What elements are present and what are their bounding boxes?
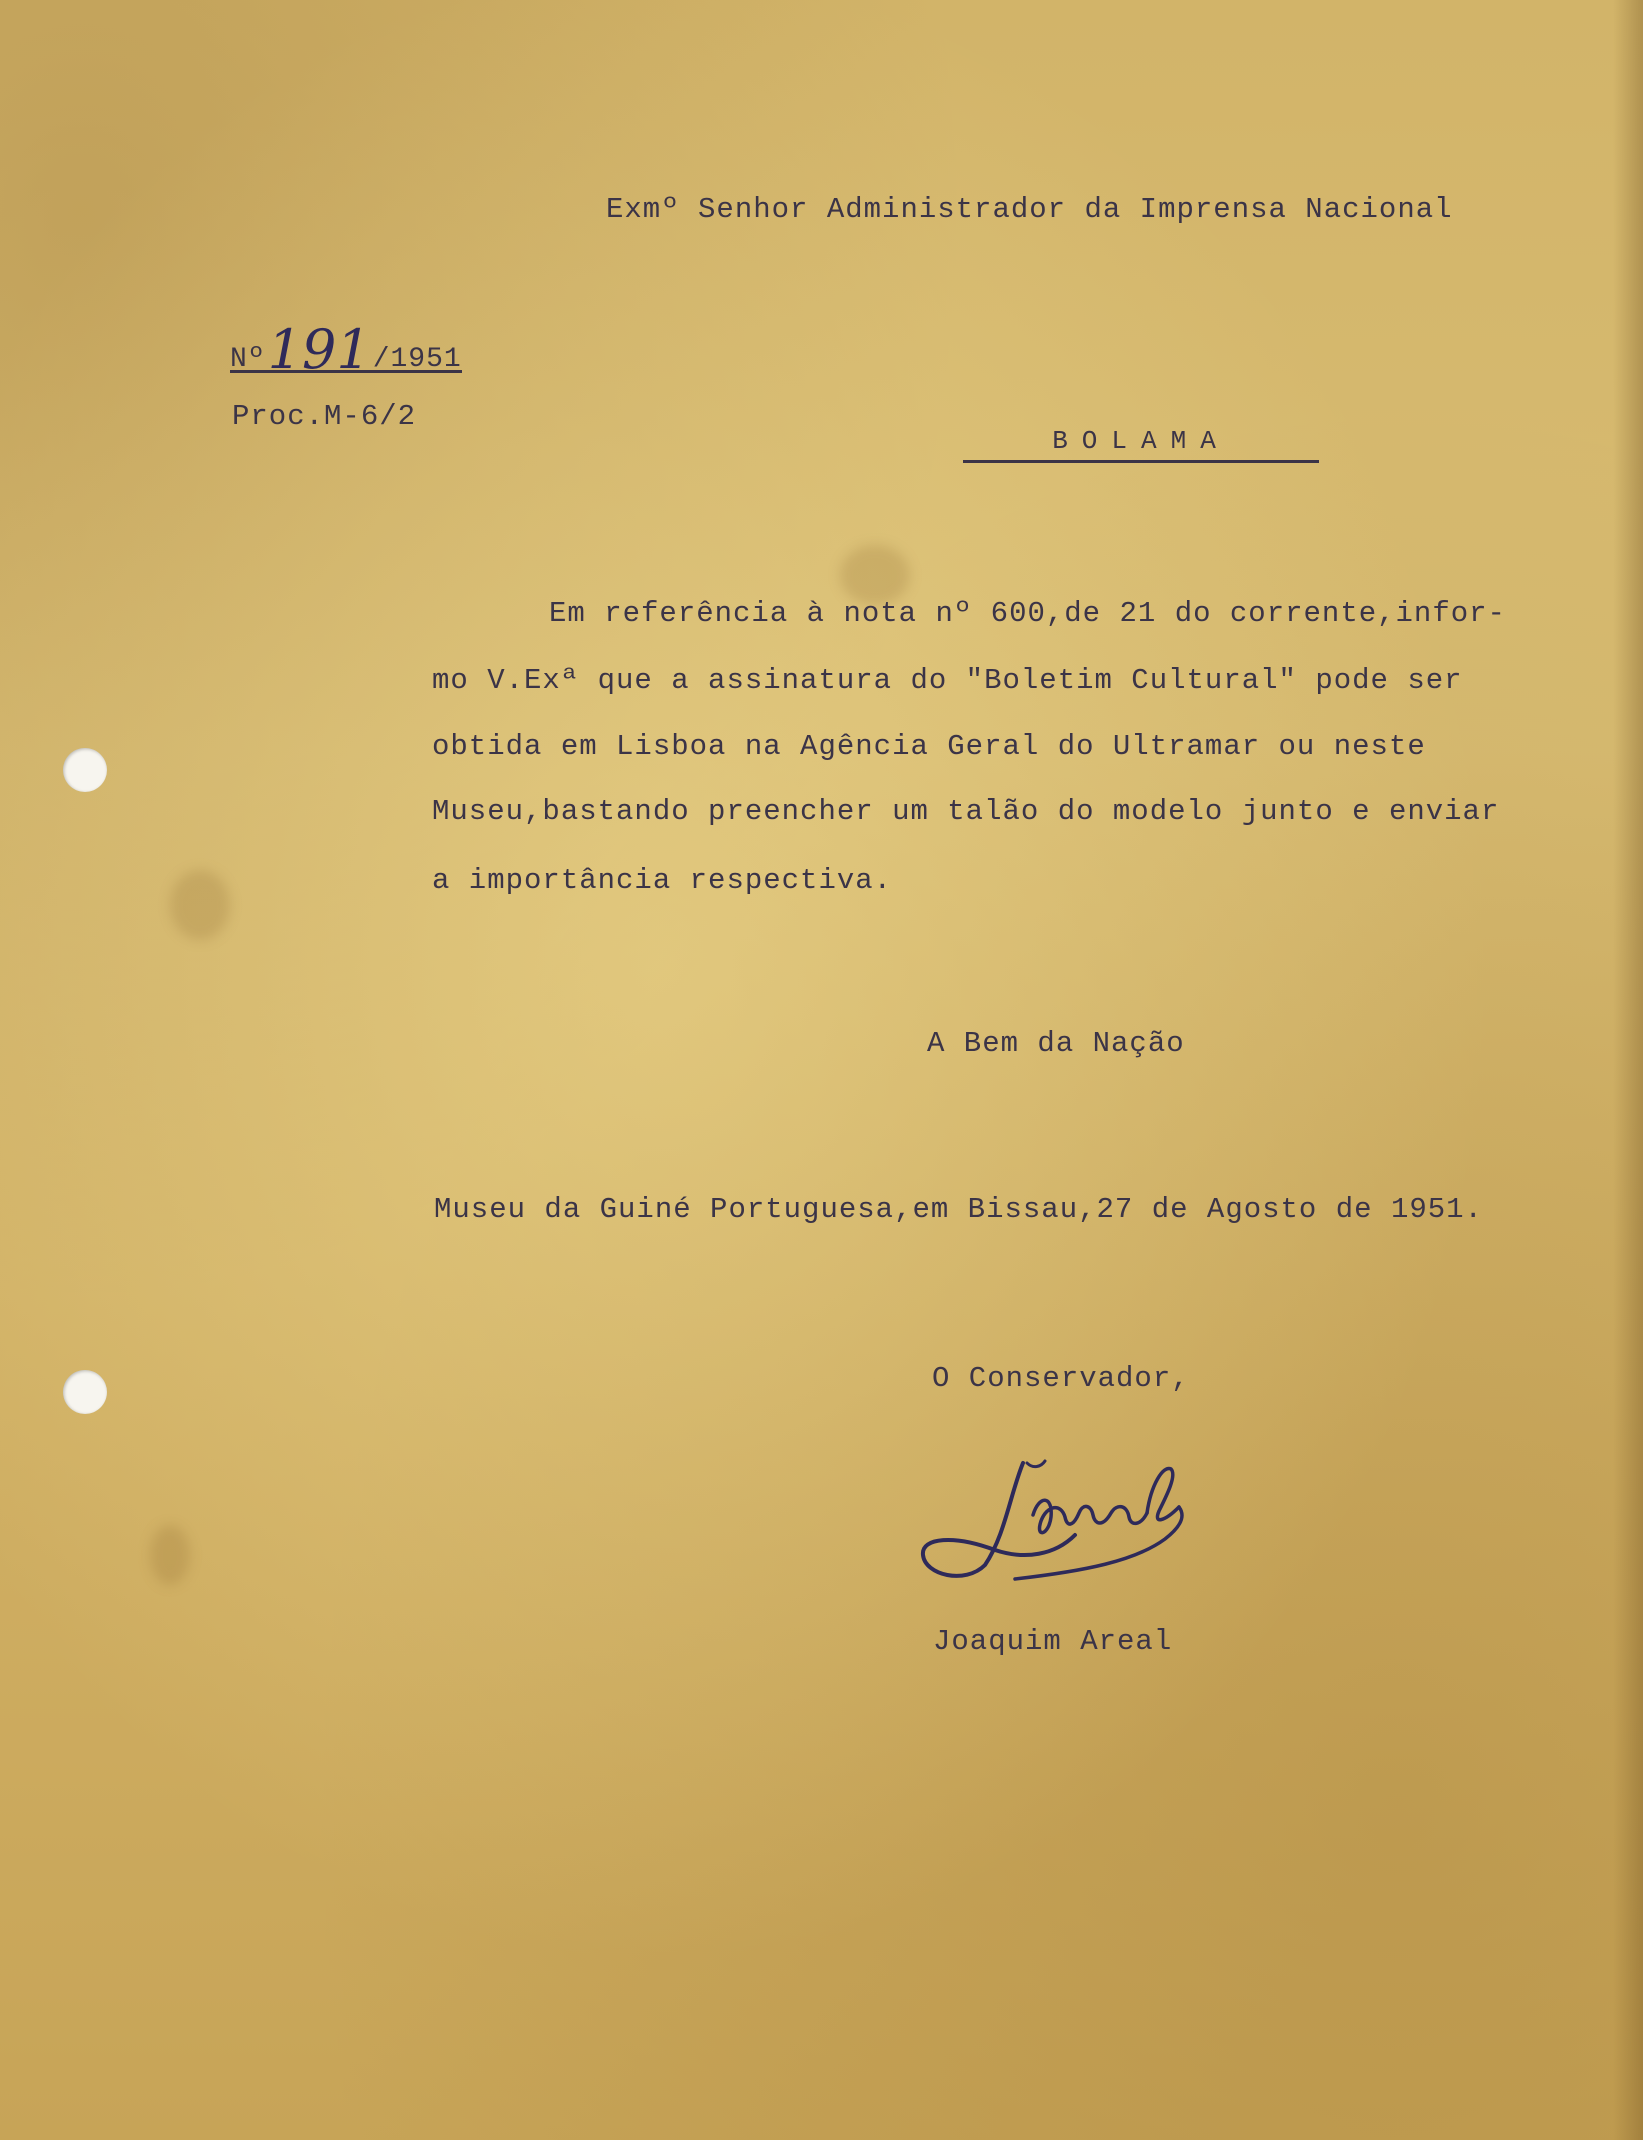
signer-title: O Conservador,: [932, 1362, 1190, 1395]
signer-name: Joaquim Areal: [933, 1625, 1173, 1658]
reference-year: /1951: [372, 344, 462, 375]
body-line: mo V.Exª que a assinatura do "Boletim Cultural" pode ser: [432, 664, 1463, 697]
body-line: Museu,bastando preencher um talão do modelo junto e enviar: [432, 795, 1500, 828]
page-edge-shadow: [1613, 0, 1643, 2140]
recipient-line: Exmº Senhor Administrador da Imprensa Nacional: [606, 193, 1453, 226]
process-number: Proc.M-6/2: [232, 400, 417, 433]
body-line: Em referência à nota nº 600,de 21 do corrente,infor-: [549, 597, 1506, 630]
punch-hole: [63, 748, 107, 792]
reference-prefix: Nº: [230, 344, 266, 375]
closing-salutation: A Bem da Nação: [927, 1027, 1185, 1060]
paper-stain: [150, 1525, 190, 1585]
body-line: obtida em Lisboa na Agência Geral do Ultramar ou neste: [432, 730, 1426, 763]
reference-handwritten-number: 191: [267, 318, 371, 381]
reference-number: [230, 318, 462, 381]
paper-stain: [170, 870, 230, 940]
body-line: a importância respectiva.: [432, 864, 893, 897]
paper-stain: [840, 545, 910, 605]
place-heading: BOLAMA: [963, 426, 1319, 463]
punch-hole: [63, 1370, 107, 1414]
handwritten-signature: [915, 1455, 1215, 1585]
place-and-date: Museu da Guiné Portuguesa,em Bissau,27 de Agosto de 1951.: [434, 1193, 1483, 1226]
